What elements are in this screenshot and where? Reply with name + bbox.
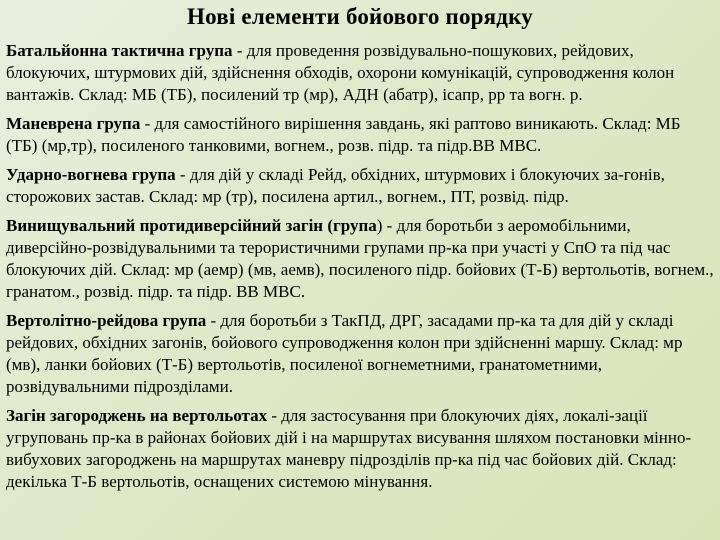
item-term: Маневрена група	[6, 114, 141, 133]
list-item-maneuver-group	[6, 113, 714, 157]
list-item-anti-sabotage-detachment	[6, 215, 714, 303]
item-term: Батальйонна тактична група	[6, 41, 233, 60]
item-text: - для застосування при блокуючих діях, локалі-зації угруповань пр-ка в районах бойових дій і на маршрутах висування шляхом постановки мінно-вибухових загороджень на маршрутах маневру підрозділів пр-ка під час бойових дій. Склад: декілька Т-Б вертольотів, оснащених системою мінування.	[6, 406, 692, 491]
item-text: ) - для боротьби з аеромобільними, диверсійно-розвідувальними та терористичними групами пр-ка при участі у СпО та під час блокуючих дій. Склад: мр (аемр) (мв, аемв), посиленого підр. бойових (Т-Б) вертольотів, вогнем., гранатом., розвід. підр. та підр. ВВ МВС.	[6, 216, 714, 301]
list-item-helicopter-raid-group	[6, 310, 714, 398]
item-text: - для проведення розвідувально-пошукових, рейдових, блокуючих, штурмових дій, здійснення обходів, охорони комунікацій, супроводження колон вантажів. Склад: МБ (ТБ), посилений тр (мр), АДН (абатр), ісапр, рр та вогн. р.	[6, 41, 675, 104]
item-term: Ударно-вогнева група	[6, 165, 176, 184]
list-item-helicopter-barrier-detachment	[6, 405, 714, 493]
item-term: Вертолітно-рейдова група	[6, 311, 207, 330]
item-text: - для боротьби з ТакПД, ДРГ, засадами пр-ка та для дій у складі рейдових, обхідних загонів, бойового супроводження колон при здійсненні маршу. Склад: мр (мв), ланки бойових (Т-Б) вертольотів, посиленої вогнеметними, гранатометними, розвідувальними підрозділами.	[6, 311, 683, 396]
page-title: Нові елементи бойового порядку	[187, 4, 533, 29]
item-text: - для самостійного вирішення завдань, які раптово виникають. Склад: МБ (ТБ) (мр,тр), посиленого танковими, вогнем., розв. підр. та підр.ВВ МВС.	[6, 114, 681, 155]
item-term: Винищувальний протидиверсійний загін (група	[6, 216, 377, 235]
item-term: Загін загороджень на вертольотах	[6, 406, 268, 425]
item-text: - для дій у складі Рейд, обхідних, штурмових і блокуючих за-гонів, сторожових застав. Склад: мр (тр), посилена артил., вогнем., ПТ, розвід. підр.	[6, 165, 665, 206]
list-item-battalion-tactical-group	[6, 40, 714, 106]
list-item-strike-fire-group	[6, 164, 714, 208]
elements-list	[6, 40, 714, 493]
